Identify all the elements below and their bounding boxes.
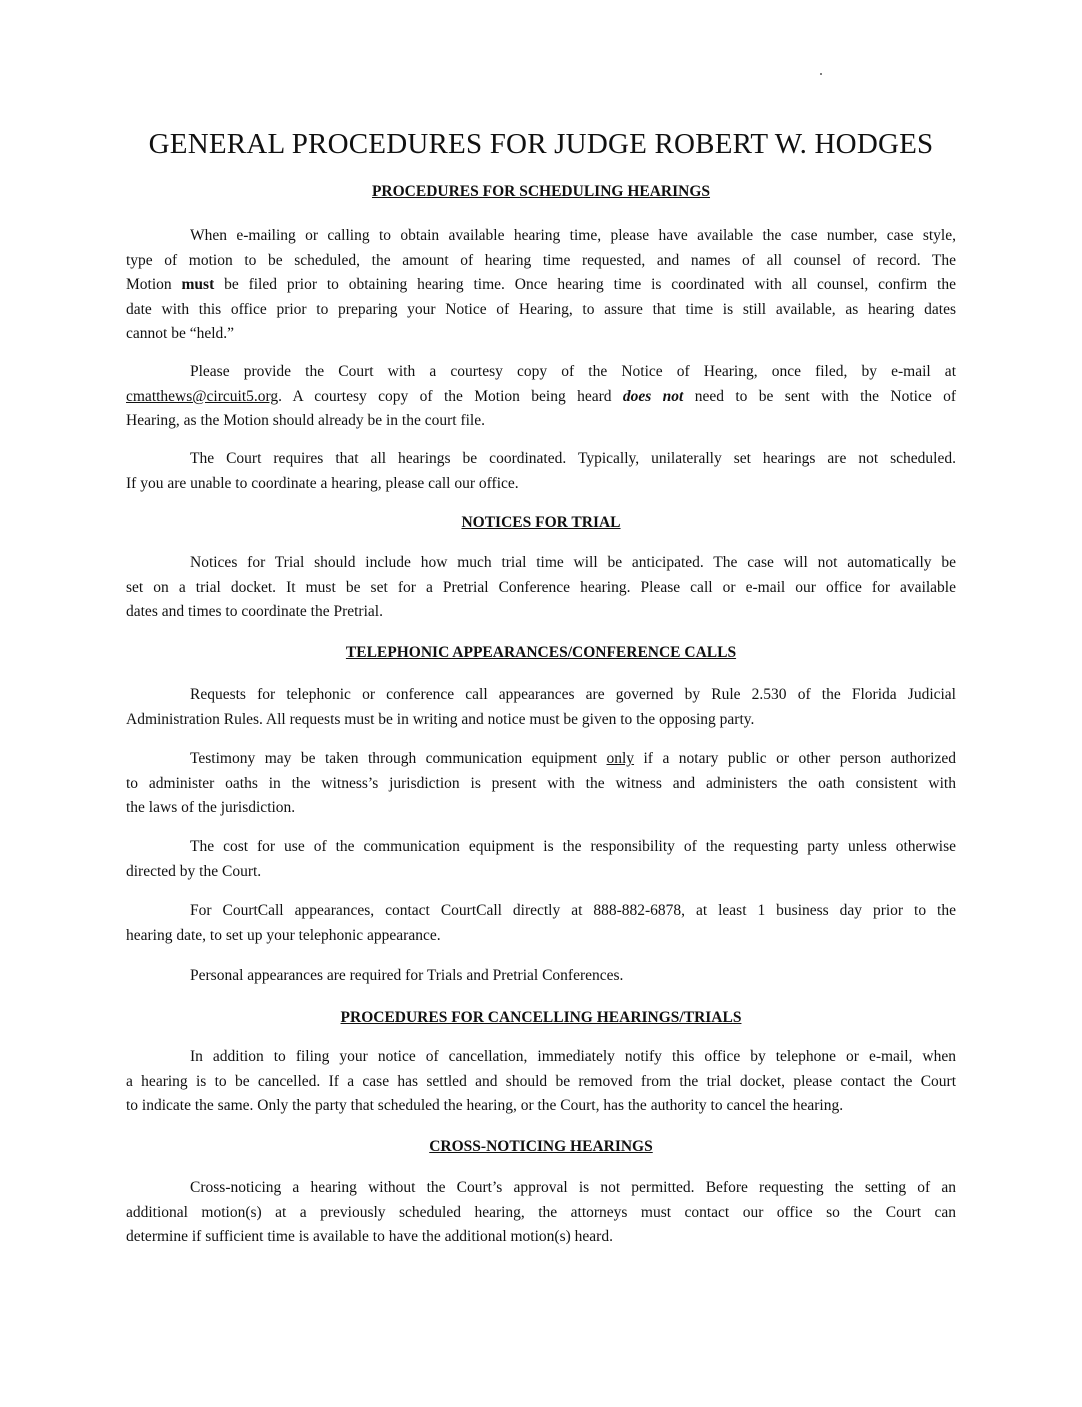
text-line: Cross-noticing a hearing without the Court’s approval is not permitted. Before requesting the setting of an: [190, 1179, 956, 1196]
text-line: The Court requires that all hearings be coordinated. Typically, unilaterally set hearings are not scheduled.: [190, 450, 956, 467]
text-line: Administration Rules. All requests must be in writing and notice must be given to the opposing party.: [126, 710, 755, 728]
text-line: Hearing, as the Motion should already be in the court file.: [126, 412, 485, 429]
text-line: For CourtCall appearances, contact CourtCall directly at 888-882-6878, at least 1 business day prior to the: [190, 902, 956, 919]
text-line: date with this office prior to preparing your Notice of Hearing, to assure that time is still available, as hearing dates: [126, 300, 956, 318]
text-line: When e-mailing or calling to obtain available hearing time, please have available the case number, case style,: [190, 227, 956, 244]
text-line: dates and times to coordinate the Pretrial.: [126, 603, 383, 620]
paragraph-cancelling-1: [126, 1045, 956, 1119]
must-emphasis: must: [181, 276, 215, 293]
text-line: set on a trial docket. It must be set for a Pretrial Conference hearing. Please call or e-mail our office for available: [126, 578, 956, 596]
paragraph-telephonic-5: [126, 964, 956, 989]
text-line: to indicate the same. Only the party that scheduled the hearing, or the Court, has the authority to cancel the hearing.: [126, 1097, 844, 1114]
paragraph-telephonic-4: [126, 899, 956, 948]
email-link[interactable]: cmatthews@circuit5.org: [126, 387, 279, 405]
text-line: determine if sufficient time is available to have the additional motion(s) heard.: [126, 1228, 613, 1245]
paragraph-trial-1: [126, 551, 956, 625]
text-line: to administer oaths in the witness’s jurisdiction is present with the witness and administers the oath consistent with: [126, 774, 956, 792]
does-not-emphasis: does not: [622, 387, 684, 405]
paragraph-scheduling-3: [126, 447, 956, 496]
text-line: additional motion(s) at a previously scheduled hearing, the attorneys must contact our office so the Court can: [126, 1203, 956, 1221]
text-line: cmatthews@circuit5.org. A courtesy copy of the Motion being heard does not need to be sent with the Notice of: [126, 387, 956, 405]
text-line: The cost for use of the communication equipment is the responsibility of the requesting party unless otherwise: [190, 838, 956, 855]
text-line: In addition to filing your notice of cancellation, immediately notify this office by telephone or e-mail, when: [190, 1048, 956, 1065]
heading-cancelling-hearings: PROCEDURES FOR CANCELLING HEARINGS/TRIALS: [340, 1009, 742, 1026]
text-line: Requests for telephonic or conference call appearances are governed by Rule 2.530 of the Florida Judicial: [190, 686, 956, 703]
heading-scheduling-hearings: PROCEDURES FOR SCHEDULING HEARINGS: [371, 183, 711, 200]
text-line: directed by the Court.: [126, 862, 262, 880]
text-line: Personal appearances are required for Trials and Pretrial Conferences.: [190, 967, 624, 984]
text-line: type of motion to be scheduled, the amount of hearing time requested, and names of all counsel of record. The: [126, 251, 956, 269]
paragraph-telephonic-2: [126, 747, 956, 821]
paragraph-telephonic-3: [126, 835, 956, 884]
text-line: Notices for Trial should include how much trial time will be anticipated. The case will not automatically be: [190, 554, 956, 571]
scan-speck: [820, 73, 822, 75]
paragraph-scheduling-1: [126, 224, 956, 347]
heading-notices-for-trial: NOTICES FOR TRIAL: [461, 514, 621, 531]
text-line: Please provide the Court with a courtesy copy of the Notice of Hearing, once filed, by e-mail at: [190, 363, 956, 380]
heading-cross-noticing: CROSS-NOTICING HEARINGS: [429, 1138, 653, 1155]
paragraph-telephonic-1: [126, 683, 956, 732]
paragraph-cross-noticing-1: [126, 1176, 956, 1250]
heading-telephonic-appearances: TELEPHONIC APPEARANCES/CONFERENCE CALLS: [345, 644, 737, 661]
text-line: cannot be “held.”: [126, 325, 235, 342]
text-line: hearing date, to set up your telephonic appearance.: [126, 926, 441, 944]
text-line: Testimony may be taken through communication equipment only if a notary public or other person authorized: [190, 750, 956, 767]
text-line: a hearing is to be cancelled. If a case has settled and should be removed from the trial docket, please contact the Court: [126, 1072, 956, 1090]
only-emphasis: only: [606, 750, 635, 767]
text-line: the laws of the jurisdiction.: [126, 799, 296, 816]
document-title: GENERAL PROCEDURES FOR JUDGE ROBERT W. HODGES: [148, 128, 934, 160]
text-line: Motion must be filed prior to obtaining hearing time. Once hearing time is coordinated with all counsel, confirm the: [126, 276, 956, 293]
paragraph-scheduling-2: [126, 360, 956, 434]
text-line: If you are unable to coordinate a hearing, please call our office.: [126, 474, 519, 492]
